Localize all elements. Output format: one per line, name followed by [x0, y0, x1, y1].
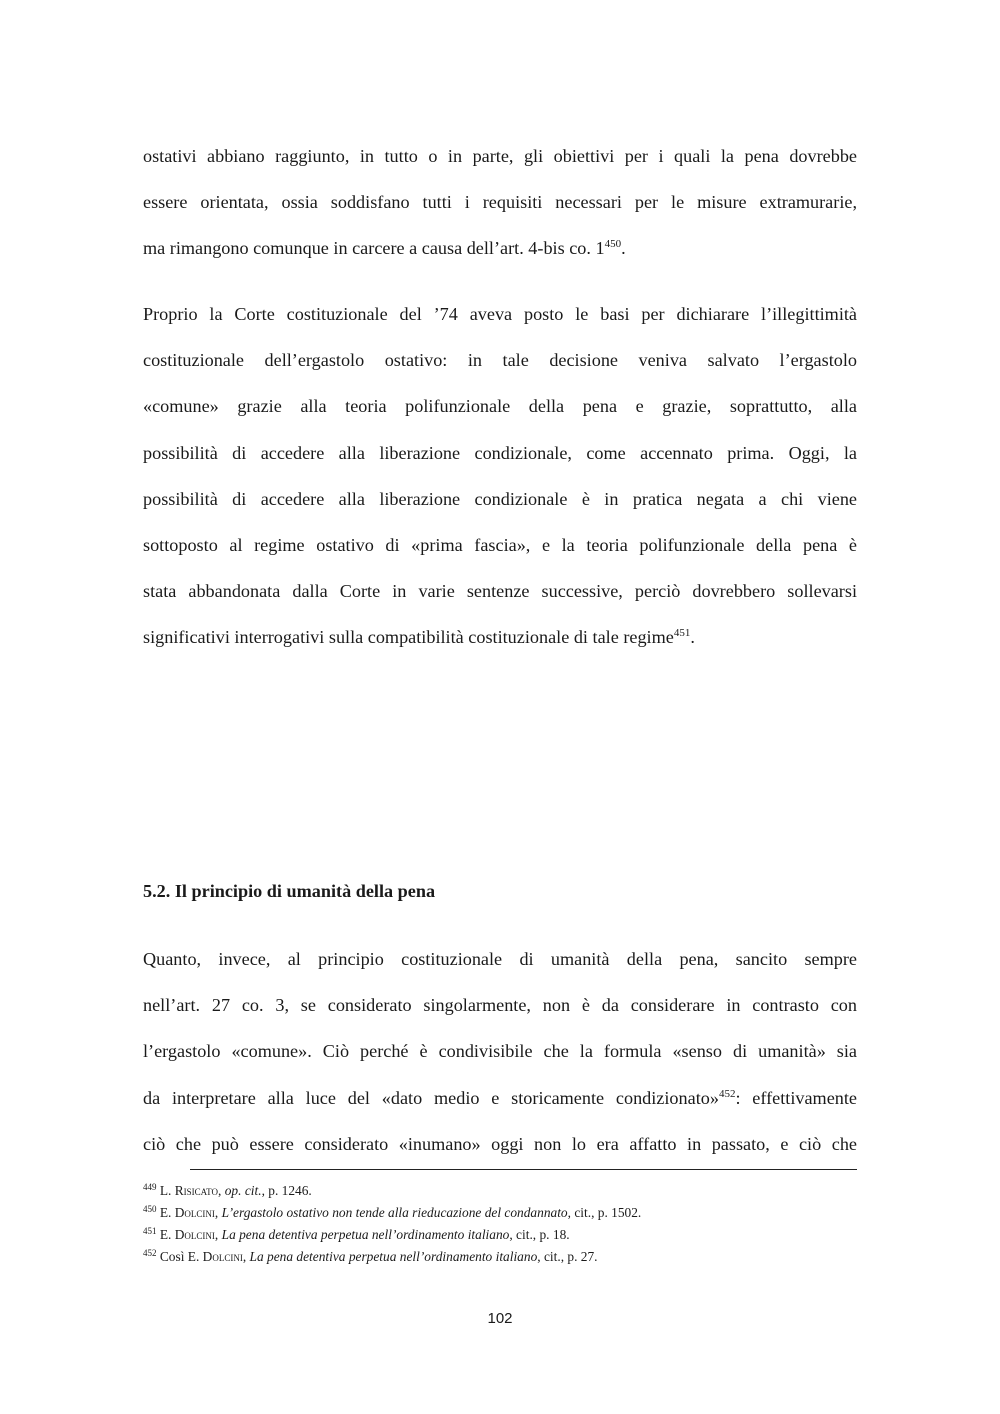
footnote-ref-451[interactable]: 451: [673, 627, 691, 640]
text-line: Proprio la Corte costituzionale del ’74 aveva posto le basi per dichiarare l’illegittimità: [143, 304, 857, 324]
text-line: stata abbandonata dalla Corte in varie sentenze successive, perciò dovrebbero sollevarsi: [143, 581, 857, 602]
paragraph-2: [143, 291, 857, 661]
text-line: «comune» grazie alla teoria polifunzionale della pena e grazie, soprattutto, alla: [143, 396, 857, 417]
text-line: nell’art. 27 co. 3, se considerato singolarmente, non è da considerare in contrasto con: [143, 995, 857, 1016]
footnote-separator: [190, 1169, 857, 1170]
text-line: ma rimangono comunque in carcere a causa dell’art. 4-bis co. $1^{450}$.: [143, 238, 626, 259]
footnote-ref-452[interactable]: 452: [718, 1087, 736, 1100]
footnote-452: $^{452}$ Così E. Dolcini, La pena detentiva perpetua nell’ordinamento italiano, cit., p. 27.: [143, 1248, 598, 1264]
text-line: sottoposto al regime ostativo di «prima fascia», e la teoria polifunzionale della pena è: [143, 534, 857, 555]
footnotes: [143, 1180, 857, 1268]
footnote-449: $^{449}$ L. Risicato, op. cit., p. 1246.: [143, 1182, 312, 1198]
text-line: possibilità di accedere alla liberazione condizionale, come accennato prima. Oggi, la: [143, 442, 857, 463]
text-line: essere orientata, ossia soddisfano tutti i requisiti necessari per le misure extramurarie,: [143, 192, 857, 213]
text-line: possibilità di accedere alla liberazione condizionale è in pratica negata a chi viene: [143, 488, 857, 509]
text-line: da interpretare alla luce del «dato medio e storicamente condizionato»$^{452}$: effettivamente: [143, 1087, 857, 1108]
page-number: 102: [487, 1310, 513, 1327]
section-heading: 5.2. Il principio di umanità della pena: [143, 881, 436, 901]
text-line: l’ergastolo «comune». Ciò perché è condivisibile che la formula «senso di umanità» sia: [143, 1041, 857, 1062]
footnote-450: $^{450}$ E. Dolcini, L’ergastolo ostativo non tende alla rieducazione del condannato, cit., p. 1502.: [143, 1204, 642, 1220]
footnote-451: $^{451}$ E. Dolcini, La pena detentiva perpetua nell’ordinamento italiano, cit., p. 18.: [143, 1226, 570, 1242]
footnote-ref-450[interactable]: 450: [604, 238, 622, 251]
text-line: Quanto, invece, al principio costituzionale di umanità della pena, sancito sempre: [143, 949, 857, 969]
text-line: ostativi abbiano raggiunto, in tutto o in parte, gli obiettivi per i quali la pena dovrebbe: [143, 146, 857, 166]
paragraph-3: [143, 936, 857, 1167]
text-line: costituzionale dell’ergastolo ostativo: in tale decisione veniva salvato l’ergastolo: [143, 350, 857, 371]
text-line: significativi interrogativi sulla compatibilità costituzionale di tale regime$^{451}$.: [143, 627, 695, 648]
text-line: ciò che può essere considerato «inumano» oggi non lo era affatto in passato, e ciò che: [143, 1133, 857, 1154]
paragraph-1: [143, 133, 857, 272]
